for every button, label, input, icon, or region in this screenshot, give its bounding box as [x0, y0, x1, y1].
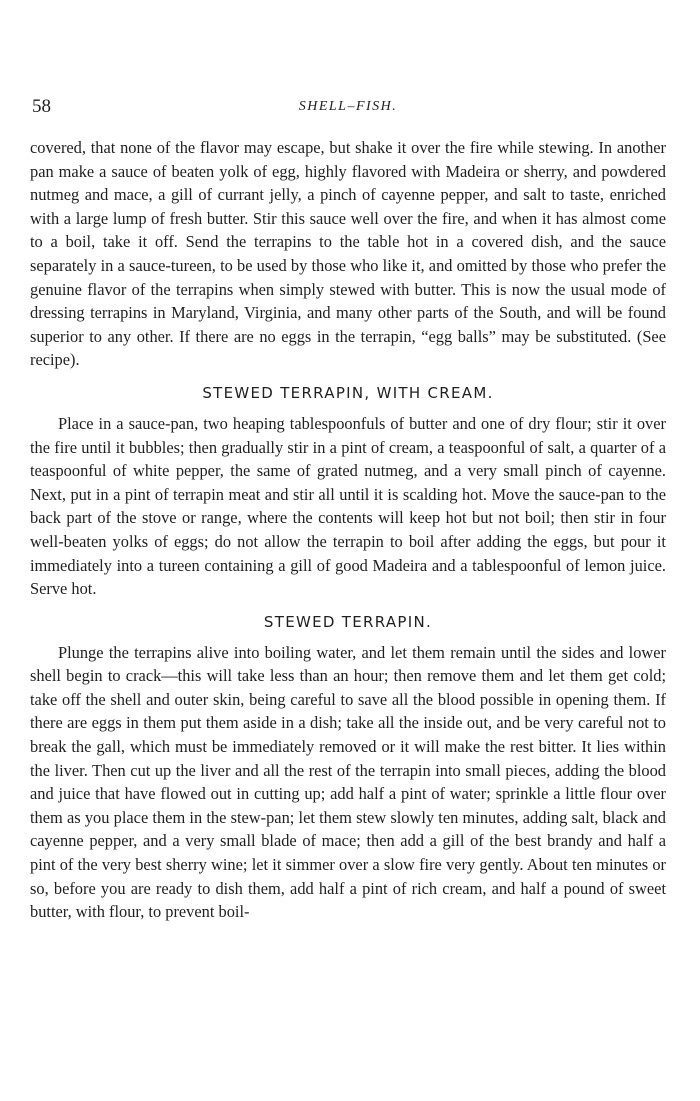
recipe-paragraph-stewed-terrapin: Plunge the terrapins alive into boiling water, and let them remain until the sides and lower shell begin to crack—this will take less than an hour; then remove them and let them get cold; take off the shell and outer skin, being careful to save all the blood possible in opening them. If there are eggs in them put them aside in a dish; take all the inside out, and be very careful not to break the gall, which must be immediately removed or it will make the rest bitter. It lies within the liver. Then cut up the liver and all the rest of the terrapin into small pieces, adding the blood and juice that have flowed out in cutting up; add half a pint of water; sprinkle a little flour over them as you place them in the stew-pan; let them stew slowly ten minutes, adding salt, black and cayenne pepper, and a very small blade of mace; then add a gill of the best brandy and half a pint of the very best sherry wine; let it simmer over a slow fire very gently. About ten minutes or so, before you are ready to dish them, add half a pint of rich cream, and half a pound of sweet butter, with flour, to prevent boil-	[30, 642, 666, 922]
section-heading-stewed-terrapin: STEWED TERRAPIN.	[263, 612, 433, 631]
running-head	[30, 96, 666, 122]
continuation-paragraph: covered, that none of the flavor may escape, but shake it over the fire while stewing. In another pan make a sauce of beaten yolk of egg, highly flavored with Madeira or sherry, and powdered nutmeg and mace, a gill of currant jelly, a pinch of cayenne pepper, and salt to taste, enriched with a large lump of fresh butter. Stir this sauce well over the fire, and when it has almost come to a boil, take it off. Send the terrapins to the table hot in a covered dish, and the sauce separately in a sauce-tureen, to be used by those who like it, and omitted by those who prefer the genuine flavor of the terrapins when simply stewed with butter. This is now the usual mode of dressing terrapins in Maryland, Virginia, and many other parts of the South, and will be found superior to any other. If there are no eggs in the terrapin, “egg balls” may be substituted. (See recipe).	[30, 138, 666, 370]
recipe-paragraph-stewed-terrapin-with-cream: Place in a sauce-pan, two heaping tablespoonfuls of butter and one of dry flour; stir it over the fire until it bubbles; then gradually stir in a pint of cream, a teaspoonful of salt, a quarter of a teaspoonful of white pepper, the same of grated nutmeg, and a very small pinch of cayenne. Next, put in a pint of terrapin meat and stir all until it is scalding hot. Move the sauce-pan to the back part of the stove or range, where the contents will keep hot but not boil; then stir in four well-beaten yolks of eggs; do not allow the terrapin to boil after adding the eggs, but pour it immediately into a tureen containing a gill of good Madeira and a tablespoonful of lemon juice. Serve hot.	[30, 413, 666, 599]
page-number: 58	[32, 96, 51, 117]
book-page	[30, 96, 666, 924]
running-title: SHELL–FISH.	[298, 99, 398, 114]
section-heading-stewed-terrapin-with-cream: STEWED TERRAPIN, WITH CREAM.	[202, 383, 494, 402]
